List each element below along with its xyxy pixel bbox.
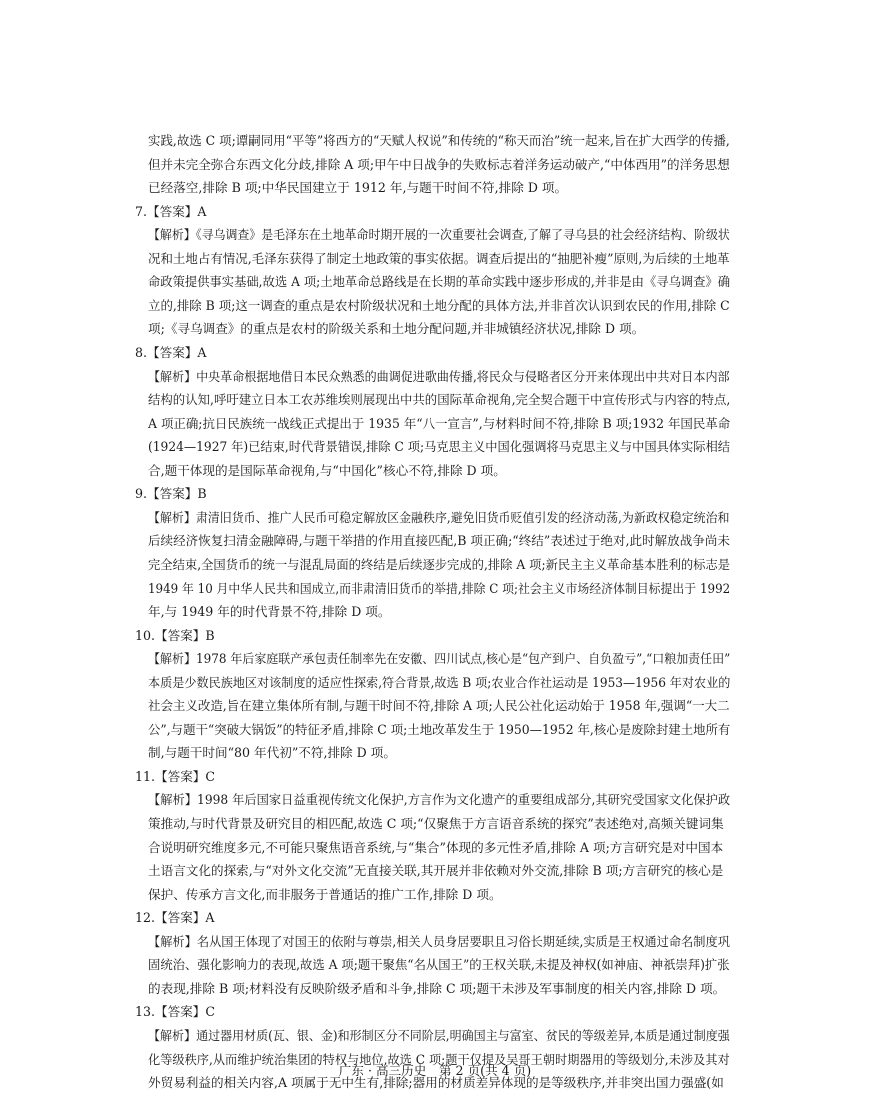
answer-heading: 10.【答案】B [135, 627, 215, 643]
text-line: 外贸易利益的相关内容,A 项属于无中生有,排除;器用的材质差异体现的是等级秩序,并非突出国力强盛(如 [148, 1075, 724, 1090]
text-line: 社会主义改造,旨在建立集体所有制,与题干时间不符,排除 A 项;人民公社化运动始于 1958 年,强调“一大二 [148, 698, 730, 714]
answer-heading: 12.【答案】A [135, 910, 215, 926]
answer-heading: 13.【答案】C [135, 1004, 216, 1020]
text-line: 合说明研究维度多元,不可能只聚焦语音系统,与“集合”体现的多元性矛盾,排除 A 项;方言研究是对中国本 [148, 839, 724, 855]
text-line: (1924—1927 年)已结束,时代背景错误,排除 C 项;马克思主义中国化强调将马克思主义与中国具体实际相结 [148, 439, 730, 455]
text-line: 【解析】名从国王体现了对国王的依附与尊崇,相关人员身居要职且习俗长期延续,实质是王权通过命名制度巩 [148, 933, 730, 949]
text-line: 公”,与题干“突破大锅饭”的特征矛盾,排除 C 项;土地改革发生于 1950—1952 年,核心是废除封建土地所有 [148, 721, 731, 737]
text-line: 况和土地占有情况,毛泽东获得了制定土地政策的事实依据。调查后提出的“抽肥补瘦”原则,为后续的土地革 [148, 250, 730, 266]
text-line: 制,与题干时间“80 年代初”不符,排除 D 项。 [148, 745, 396, 761]
text-line: A 项正确;抗日民族统一战线正式提出于 1935 年“八一宣言”,与材料时间不符,排除 B 项;1932 年国民革命 [148, 415, 731, 431]
text-line: 【解析】1998 年后国家日益重视传统文化保护,方言作为文化遗产的重要组成部分,其研究受国家文化保护政 [148, 792, 731, 808]
text-line: 固统治、强化影响力的表现,故选 A 项;题干聚焦“名从国王”的王权关联,未提及神权(如神庙、神祇崇拜)扩张 [148, 957, 730, 973]
text-line: 【解析】1978 年后家庭联产承包责任制率先在安徽、四川试点,核心是“包产到户、自负盈亏”,“口粮加责任田” [148, 651, 731, 667]
text-line: 完全结束,全国货币的统一与混乱局面的终结是后续逐步完成的,排除 A 项;新民主主义革命基本胜利的标志是 [148, 556, 731, 572]
text-line: 【解析】中央革命根据地借日本民众熟悉的曲调促进歌曲传播,将民众与侵略者区分开来体现出中共对日本内部 [148, 368, 730, 384]
text-line: 实践,故选 C 项;谭嗣同用“平等”将西方的“天赋人权说”和传统的“称天而治”统一起来,旨在扩大西学的传播, [148, 133, 730, 148]
text-line: 【解析】《寻乌调查》是毛泽东在土地革命时期开展的一次重要社会调查,了解了寻乌县的社会经济结构、阶级状 [148, 227, 730, 243]
text-line: 保护、传承方言文化,而非服务于普通话的推广工作,排除 D 项。 [148, 886, 502, 902]
text-line: 后续经济恢复扫清金融障碍,与题干举措的作用直接匹配,B 项正确;“终结”表述过于绝对,此时解放战争尚未 [148, 533, 730, 549]
text-line: 合,题干体现的是国际革命视角,与“中国化”核心不符,排除 D 项。 [148, 462, 506, 478]
text-line: 立的,排除 B 项;这一调查的重点是农村阶级状况和土地分配的具体方法,并非首次认识到农民的作用,排除 C [148, 297, 730, 313]
text-line: 但并未完全弥合东西文化分歧,排除 A 项;甲午中日战争的失败标志着洋务运动破产,“中体西用”的洋务思想 [148, 156, 730, 172]
page-footer: 广东 · 高三历史 第 2 页(共 4 页) [338, 1063, 532, 1078]
text-line: 【解析】通过器用材质(瓦、银、金)和形制区分不同阶层,明确国主与富室、贫民的等级差异,本质是通过制度强 [148, 1027, 730, 1043]
text-line: 已经落空,排除 B 项;中华民国建立于 1912 年,与题干时间不符,排除 D 项。 [148, 180, 568, 196]
text-line: 的表现,排除 B 项;材料没有反映阶级矛盾和斗争,排除 C 项;题干未涉及军事制度的相关内容,排除 D 项。 [148, 980, 726, 996]
answer-heading: 11.【答案】C [135, 768, 216, 784]
answer-heading: 9.【答案】B [135, 486, 207, 502]
text-line: 命政策提供事实基础,故选 A 项;土地革命总路线是在长期的革命实践中逐步形成的,并非是由《寻乌调查》确 [148, 274, 731, 290]
text-line: 【解析】肃清旧货币、推广人民币可稳定解放区金融秩序,避免旧货币贬值引发的经济动荡,为新政权稳定统治和 [148, 509, 730, 525]
text-line: 年,与 1949 年的时代背景不符,排除 D 项。 [148, 604, 391, 619]
text-line: 土语言文化的探索,与“对外文化交流”无直接关联,其开展并非依赖对外交流,排除 B 项;方言研究的核心是 [148, 863, 724, 879]
text-line: 化等级秩序,从而维护统治集团的特权与地位,故选 C 项;题干仅提及吴哥王朝时期器用的等级划分,未涉及其对 [148, 1051, 730, 1067]
text-line: 1949 年 10 月中华人民共和国成立,而非肃清旧货币的举措,排除 C 项;社会主义市场经济体制目标提出于 1992 [148, 580, 731, 596]
text-line: 本质是少数民族地区对该制度的适应性探索,符合背景,故选 B 项;农业合作社运动是 1953—1956 年对农业的 [148, 674, 731, 690]
text-line: 结构的认知,呼吁建立日本工农苏维埃则展现出中共的国际革命视角,完全契合题干中宣传形式与内容的特点, [148, 392, 731, 408]
answer-heading: 7.【答案】A [135, 203, 207, 219]
text-line: 项;《寻乌调查》的重点是农村的阶级关系和土地分配问题,并非城镇经济状况,排除 D 项。 [148, 321, 645, 337]
text-line: 策推动,与时代背景及研究目的相匹配,故选 C 项;“仅聚焦于方言语音系统的探究”表述绝对,高频关键词集 [148, 816, 724, 831]
answer-heading: 8.【答案】A [135, 345, 207, 360]
